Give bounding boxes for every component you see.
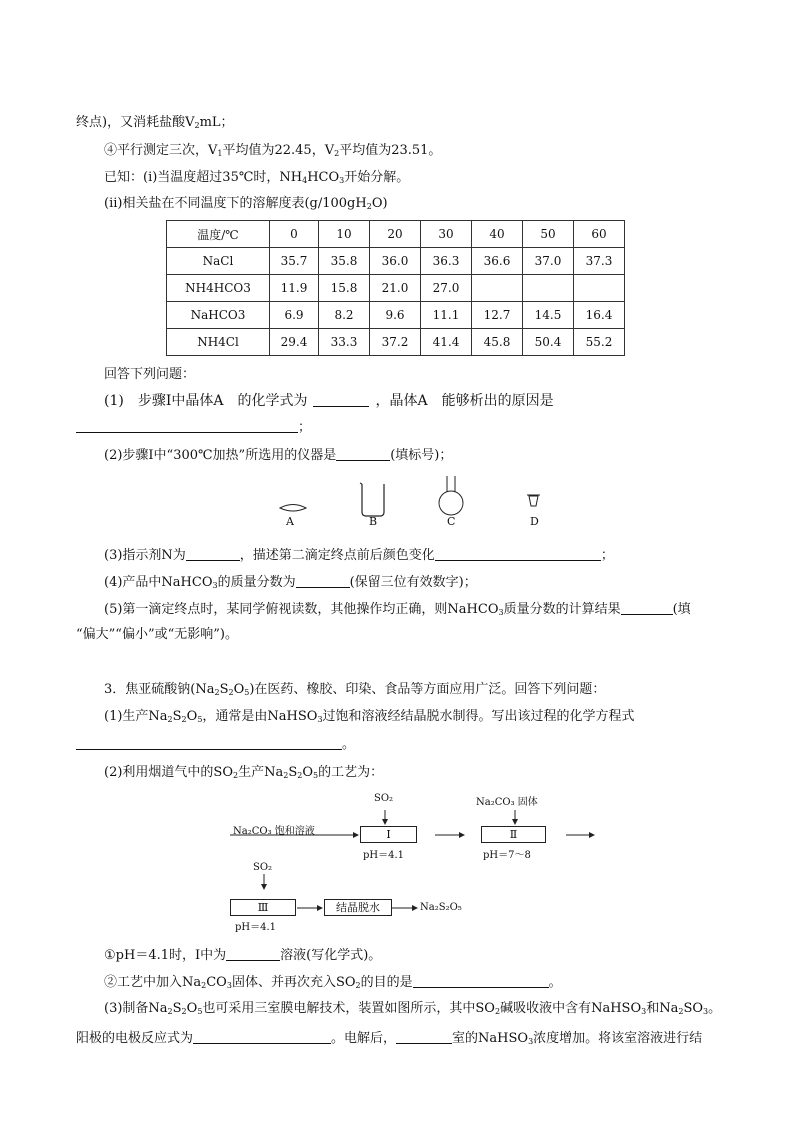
text-line-known: 已知：(ⅰ)当温度超过35℃时，$NH_4HCO_3$开始分解。	[104, 170, 410, 185]
table-row	[167, 302, 625, 329]
flow-step-3-box	[230, 899, 296, 916]
table-cell: 16.4	[574, 302, 625, 329]
table-cell: 15.8	[319, 275, 370, 302]
crucible-icon	[527, 495, 540, 506]
apparatus-label-a: A	[286, 515, 294, 528]
answer-blank[interactable]	[226, 946, 280, 961]
answer-blank[interactable]	[76, 735, 342, 750]
problem-3-intro: 3．焦亚硫酸钠$(Na_2S_2O_5)$在医药、橡胶、印染、食品等方面应用广泛。回答下列问题：	[104, 682, 606, 697]
question-5: (5)第一滴定终点时，某同学俯视读数，其他操作均正确，则NaHCO$_3$质量分数的计算结果 (填	[104, 602, 691, 617]
problem-3-q3-continued: 阳极的电极反应式为 。电解后， 室的NaHSO$_3$浓度增加。将该室溶液进行结	[76, 1031, 703, 1046]
table-cell: 33.3	[319, 329, 370, 356]
answer-blank[interactable]	[186, 546, 240, 561]
answer-blank[interactable]	[193, 1029, 331, 1044]
flow-ph-label-2: pH＝7～8	[483, 850, 531, 861]
table-cell: 11.1	[421, 302, 472, 329]
table-cell: 11.9	[270, 275, 319, 302]
flow-step-1-box	[360, 826, 417, 843]
table-cell: NaCl	[167, 248, 270, 275]
table-row	[167, 275, 625, 302]
table-cell: 41.4	[421, 329, 472, 356]
solubility-table	[166, 220, 625, 356]
question-1: (1) 步骤Ⅰ中晶体A 的化学式为 ，晶体A 能够析出的原因是	[104, 393, 554, 409]
table-header-cell: 30	[421, 221, 472, 248]
table-cell: 55.2	[574, 329, 625, 356]
beaker-icon	[360, 483, 384, 516]
flow-step-2-label: Ⅱ	[509, 828, 518, 841]
flow-step-4-label: 结晶脱水	[336, 901, 380, 914]
flow-ph-label-3: pH＝4.1	[235, 922, 277, 933]
flow-so2-label-3: SO₂	[253, 862, 273, 873]
flow-step-4-box	[324, 899, 392, 916]
flow-product-label: Na₂S₂O₅	[420, 902, 462, 913]
answer-blank[interactable]	[336, 446, 390, 461]
flow-feed-label: Na₂CO₃ 饱和溶液	[233, 826, 315, 837]
answer-blank[interactable]	[621, 600, 673, 615]
table-cell: 35.8	[319, 248, 370, 275]
table-cell: 9.6	[370, 302, 421, 329]
table-cell: 29.4	[270, 329, 319, 356]
answer-blank[interactable]	[76, 418, 298, 433]
table-header-cell: 40	[472, 221, 523, 248]
table-cell: 36.6	[472, 248, 523, 275]
problem-3-q2-item1: ①pH＝4.1时，Ⅰ中为 溶液(写化学式)。	[104, 948, 382, 963]
flow-so2-label-1: SO₂	[374, 793, 394, 804]
answer-blank[interactable]	[313, 392, 369, 407]
text-line-endpoint: 终点)，又消耗盐酸$V_2mL$；	[76, 115, 234, 130]
table-header-cell: 温度/℃	[167, 221, 270, 248]
table-cell: 27.0	[421, 275, 472, 302]
table-cell: 6.9	[270, 302, 319, 329]
problem-3-q1: (1)生产$Na_2S_2O_5$，通常是由NaHSO$_3$过饱和溶液经结晶脱水制得。写出该过程的化学方程式	[104, 709, 635, 724]
apparatus-label-b: B	[369, 515, 378, 528]
table-cell: 12.7	[472, 302, 523, 329]
problem-3-q2: (2)利用烟道气中的$SO_2$生产$Na_2S_2O_5$的工艺为：	[104, 765, 384, 780]
table-header-row	[167, 221, 625, 248]
apparatus-label-d: D	[530, 515, 539, 528]
table-header-cell: 50	[523, 221, 574, 248]
question-2: (2)步骤Ⅰ中“300℃加热”所选用的仪器是 (填标号)；	[104, 448, 453, 463]
table-cell: 35.7	[270, 248, 319, 275]
table-cell: NaHCO3	[167, 302, 270, 329]
apparatus-figure	[270, 472, 570, 532]
table-cell: 37.0	[523, 248, 574, 275]
table-cell	[574, 275, 625, 302]
table-row	[167, 329, 625, 356]
answer-blank[interactable]	[296, 573, 350, 588]
flow-step-1-label: Ⅰ	[386, 828, 391, 841]
question-5-continued: “偏大”“偏小”或“无影响”)。	[76, 627, 238, 642]
flow-step-2-box	[481, 826, 546, 843]
table-cell: NH4Cl	[167, 329, 270, 356]
table-cell: 14.5	[523, 302, 574, 329]
apparatus-label-c: C	[447, 515, 456, 528]
table-cell	[472, 275, 523, 302]
text-line-average: ④平行测定三次，$V_1$平均值为22.45，$V_2$平均值为23.51。	[104, 143, 442, 158]
question-1-continued: ；	[76, 418, 311, 437]
table-cell: 21.0	[370, 275, 421, 302]
table-cell: 37.2	[370, 329, 421, 356]
flow-ph-label-1: pH＝4.1	[363, 850, 405, 861]
text-line-questions-intro: 回答下列问题：	[104, 367, 196, 382]
answer-blank[interactable]	[413, 973, 549, 988]
table-cell: 45.8	[472, 329, 523, 356]
evaporating-dish-icon	[280, 505, 306, 512]
table-cell: 50.4	[523, 329, 574, 356]
table-cell: NH4HCO3	[167, 275, 270, 302]
problem-3-q2-item2: ②工艺中加入$Na_2CO_3$固体、并再次充入$SO_2$的目的是 。	[104, 975, 562, 990]
problem-3-q3: (3)制备$Na_2S_2O_5$也可采用三室膜电解技术，装置如图所示，其中$SO_2$碱吸收液中含有NaHSO$_3$和$Na_2SO_3$。	[104, 1001, 722, 1016]
answer-blank[interactable]	[435, 546, 601, 561]
table-cell: 36.0	[370, 248, 421, 275]
answer-blank[interactable]	[396, 1029, 452, 1044]
table-cell	[523, 275, 574, 302]
flow-step-3-label: Ⅲ	[257, 901, 269, 914]
round-flask-icon	[439, 476, 463, 515]
table-header-cell: 10	[319, 221, 370, 248]
question-3: (3)指示剂N为 ，描述第二滴定终点前后颜色变化 ；	[104, 548, 614, 563]
table-cell: 37.3	[574, 248, 625, 275]
question-4: (4)产品中NaHCO$_3$的质量分数为 (保留三位有效数字)；	[104, 575, 477, 590]
table-cell: 8.2	[319, 302, 370, 329]
text-line-table-caption: (ⅱ)相关盐在不同温度下的溶解度表$(g/100gH_2O)$	[104, 196, 388, 211]
table-row	[167, 248, 625, 275]
problem-3-q1-continued: 。	[76, 735, 355, 754]
table-header-cell: 60	[574, 221, 625, 248]
flow-solid-label: Na₂CO₃ 固体	[476, 797, 538, 808]
table-header-cell: 0	[270, 221, 319, 248]
table-header-cell: 20	[370, 221, 421, 248]
table-cell: 36.3	[421, 248, 472, 275]
